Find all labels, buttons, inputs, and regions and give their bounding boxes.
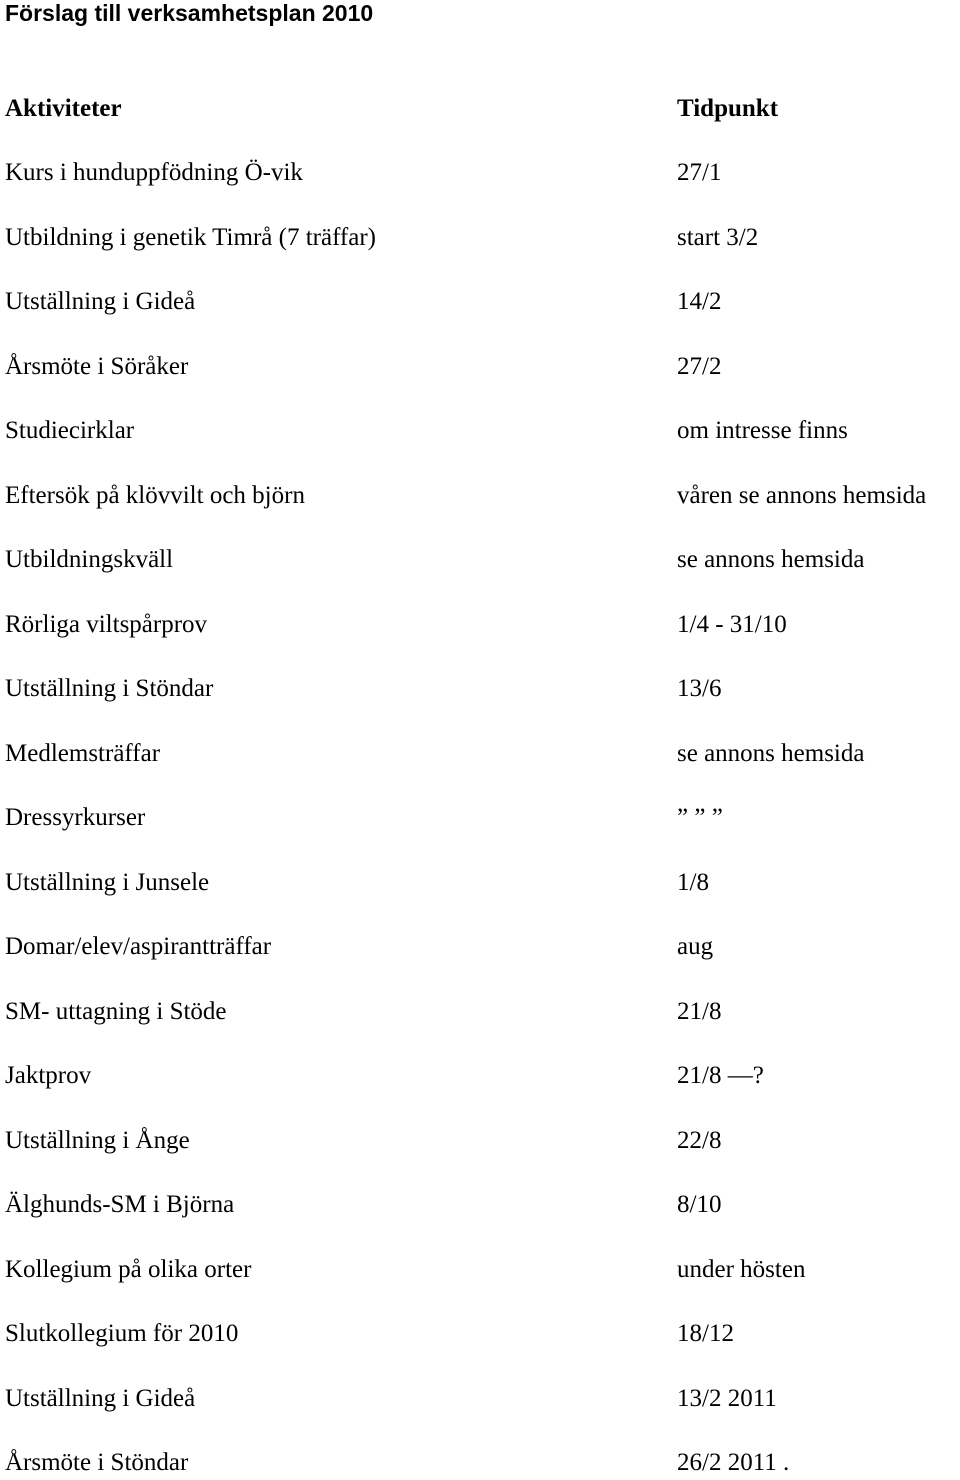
activity-cell: Utställning i Gideå — [5, 288, 196, 315]
time-cell: ” ” ” — [677, 804, 723, 831]
header-activities: Aktiviteter — [5, 95, 122, 122]
activity-cell: Studiecirklar — [5, 417, 135, 444]
table-row — [0, 801, 960, 835]
table-row — [0, 866, 960, 900]
activity-cell: SM- uttagning i Stöde — [5, 998, 227, 1025]
time-cell: 21/8 — [677, 998, 722, 1025]
activity-cell: Rörliga viltspårprov — [5, 611, 208, 638]
time-cell: under hösten — [677, 1256, 806, 1283]
activity-cell: Årsmöte i Stöndar — [5, 1449, 189, 1476]
time-cell: 27/2 — [677, 353, 722, 380]
table-row — [0, 1188, 960, 1222]
activity-cell: Utbildningskväll — [5, 546, 174, 573]
time-cell: se annons hemsida — [677, 740, 865, 767]
time-cell: 18/12 — [677, 1320, 734, 1347]
activity-cell: Årsmöte i Söråker — [5, 353, 189, 380]
time-cell: start 3/2 — [677, 224, 759, 251]
activity-cell: Dressyrkurser — [5, 804, 146, 831]
table-row — [0, 285, 960, 319]
table-row — [0, 1253, 960, 1287]
activity-cell: Utställning i Stöndar — [5, 675, 214, 702]
time-cell: om intresse finns — [677, 417, 848, 444]
time-cell: 14/2 — [677, 288, 722, 315]
table-row — [0, 608, 960, 642]
table-row — [0, 479, 960, 513]
table-row — [0, 930, 960, 964]
activity-cell: Eftersök på klövvilt och björn — [5, 482, 305, 509]
document-title: Förslag till verksamhetsplan 2010 — [5, 0, 374, 26]
time-cell: aug — [677, 933, 714, 960]
time-cell: 27/1 — [677, 159, 722, 186]
table-row — [0, 543, 960, 577]
activity-cell: Slutkollegium för 2010 — [5, 1320, 239, 1347]
table-row — [0, 672, 960, 706]
table-row — [0, 1446, 960, 1480]
time-cell: 13/2 2011 — [677, 1385, 777, 1412]
table-row — [0, 1317, 960, 1351]
time-cell: 1/8 — [677, 869, 709, 896]
activity-cell: Kurs i hunduppfödning Ö-vik — [5, 159, 303, 186]
activity-cell: Medlemsträffar — [5, 740, 161, 767]
activity-cell: Utställning i Gideå — [5, 1385, 196, 1412]
time-cell: 26/2 2011 . — [677, 1449, 790, 1476]
time-cell: se annons hemsida — [677, 546, 865, 573]
activity-cell: Utställning i Ånge — [5, 1127, 190, 1154]
activity-cell: Kollegium på olika orter — [5, 1256, 252, 1283]
activity-cell: Jaktprov — [5, 1062, 92, 1089]
table-row — [0, 221, 960, 255]
time-cell: våren se annons hemsida — [677, 482, 927, 509]
table-row — [0, 1124, 960, 1158]
table-row — [0, 156, 960, 190]
activity-cell: Älghunds-SM i Björna — [5, 1191, 235, 1218]
time-cell: 8/10 — [677, 1191, 722, 1218]
table-row — [0, 1382, 960, 1416]
activity-cell: Utställning i Junsele — [5, 869, 210, 896]
time-cell: 13/6 — [677, 675, 722, 702]
activity-cell: Utbildning i genetik Timrå (7 träffar) — [5, 224, 377, 251]
table-row — [0, 414, 960, 448]
time-cell: 1/4 - 31/10 — [677, 611, 787, 638]
table-row — [0, 1059, 960, 1093]
table-row — [0, 995, 960, 1029]
time-cell: 21/8 —? — [677, 1062, 764, 1089]
table-row — [0, 350, 960, 384]
time-cell: 22/8 — [677, 1127, 722, 1154]
header-time: Tidpunkt — [677, 95, 779, 122]
activity-cell: Domar/elev/aspirantträffar — [5, 933, 272, 960]
table-row — [0, 737, 960, 771]
